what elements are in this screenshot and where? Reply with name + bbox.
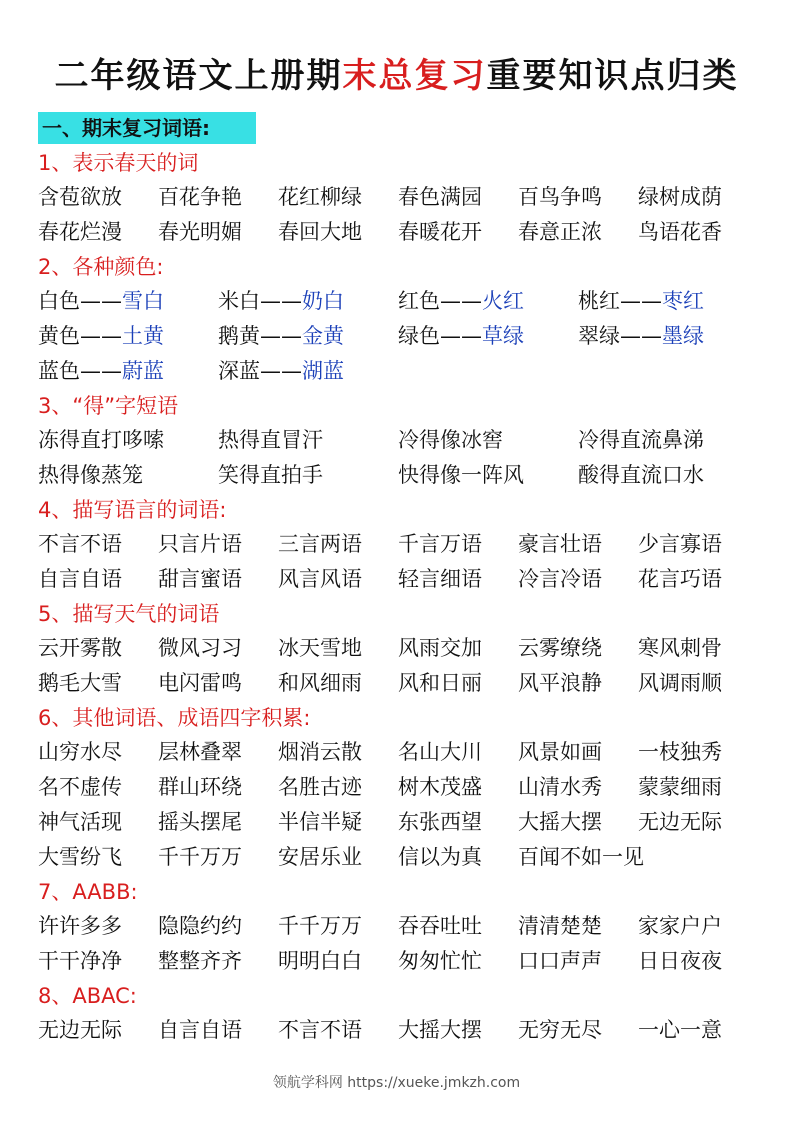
subsection-title: 8、ABAC: bbox=[38, 984, 137, 1008]
word-item: 风调雨顺 bbox=[638, 671, 722, 695]
word-item: 不言不语 bbox=[38, 532, 122, 556]
word-item: 无边无际 bbox=[38, 1018, 122, 1042]
word-item: 一枝独秀 bbox=[638, 740, 722, 764]
section-header: 一、期末复习词语: bbox=[38, 112, 256, 144]
word-item: 明明白白 bbox=[278, 949, 362, 973]
word-item: 三言两语 bbox=[278, 532, 362, 556]
word-item: 风平浪静 bbox=[518, 671, 602, 695]
word-item: 千千万万 bbox=[158, 845, 242, 869]
word-item: 东张西望 bbox=[398, 810, 482, 834]
word-item: 无边无际 bbox=[638, 810, 722, 834]
word-row bbox=[38, 423, 778, 458]
word-item: 千千万万 bbox=[278, 914, 362, 938]
title-part-3: 重要知识点归类 bbox=[486, 56, 739, 96]
word-item: 寒风刺骨 bbox=[638, 636, 722, 660]
word-item: 春花烂漫 bbox=[38, 220, 122, 244]
word-item: 少言寡语 bbox=[638, 532, 722, 556]
color-pair bbox=[398, 319, 578, 354]
word-item: 鹅毛大雪 bbox=[38, 671, 122, 695]
color-pair bbox=[38, 319, 218, 354]
color-pair bbox=[218, 354, 398, 389]
word-row bbox=[38, 527, 778, 562]
word-item: 山穷水尽 bbox=[38, 740, 122, 764]
word-item: 百花争艳 bbox=[158, 185, 242, 209]
word-item: 花红柳绿 bbox=[278, 185, 362, 209]
word-item: 轻言细语 bbox=[398, 567, 482, 591]
word-item: 整整齐齐 bbox=[158, 949, 242, 973]
word-item: 快得像一阵风 bbox=[398, 463, 524, 487]
subsection-title: 1、表示春天的词 bbox=[38, 151, 199, 175]
word-item: 群山环绕 bbox=[158, 775, 242, 799]
word-item: 自言自语 bbox=[38, 567, 122, 591]
word-item: 含苞欲放 bbox=[38, 185, 122, 209]
word-item: 百闻不如一见 bbox=[518, 845, 644, 869]
word-row bbox=[38, 770, 778, 805]
word-item: 不言不语 bbox=[278, 1018, 362, 1042]
color-variant: 蔚蓝 bbox=[122, 359, 164, 383]
word-item: 甜言蜜语 bbox=[158, 567, 242, 591]
word-item: 和风细雨 bbox=[278, 671, 362, 695]
word-item: 花言巧语 bbox=[638, 567, 722, 591]
subsection-title: 2、各种颜色: bbox=[38, 255, 164, 279]
color-base: 蓝色—— bbox=[38, 359, 122, 383]
color-variant: 金黄 bbox=[302, 324, 344, 348]
word-item: 千言万语 bbox=[398, 532, 482, 556]
word-item: 吞吞吐吐 bbox=[398, 914, 482, 938]
word-item: 清清楚楚 bbox=[518, 914, 602, 938]
word-item: 名胜古迹 bbox=[278, 775, 362, 799]
word-item: 热得像蒸笼 bbox=[38, 463, 143, 487]
word-item: 春色满园 bbox=[398, 185, 482, 209]
word-item: 树木茂盛 bbox=[398, 775, 482, 799]
color-row bbox=[38, 354, 778, 389]
word-item: 许许多多 bbox=[38, 914, 122, 938]
word-item: 绿树成荫 bbox=[638, 185, 722, 209]
subsection-title: 6、其他词语、成语四字积累: bbox=[38, 706, 311, 730]
color-variant: 湖蓝 bbox=[302, 359, 344, 383]
word-item: 摇头摆尾 bbox=[158, 810, 242, 834]
word-item: 名山大川 bbox=[398, 740, 482, 764]
word-item: 云雾缭绕 bbox=[518, 636, 602, 660]
color-row bbox=[38, 319, 778, 354]
word-item: 自言自语 bbox=[158, 1018, 242, 1042]
word-item: 名不虚传 bbox=[38, 775, 122, 799]
word-item: 安居乐业 bbox=[278, 845, 362, 869]
word-row bbox=[38, 909, 778, 944]
color-pair bbox=[398, 284, 578, 319]
word-row bbox=[38, 805, 778, 840]
color-variant: 墨绿 bbox=[662, 324, 704, 348]
word-row bbox=[38, 944, 778, 979]
word-item: 冰天雪地 bbox=[278, 636, 362, 660]
color-base: 米白—— bbox=[218, 289, 302, 313]
word-item: 山清水秀 bbox=[518, 775, 602, 799]
color-variant: 火红 bbox=[482, 289, 524, 313]
title-part-1: 二年级语文上册期 bbox=[54, 56, 343, 96]
word-item: 云开雾散 bbox=[38, 636, 122, 660]
word-item: 风雨交加 bbox=[398, 636, 482, 660]
color-base: 桃红—— bbox=[578, 289, 662, 313]
subsection-title: 7、AABB: bbox=[38, 880, 138, 904]
word-item: 豪言壮语 bbox=[518, 532, 602, 556]
word-item: 电闪雷鸣 bbox=[158, 671, 242, 695]
color-base: 翠绿—— bbox=[578, 324, 662, 348]
word-item: 冻得直打哆嗦 bbox=[38, 428, 164, 452]
word-item: 信以为真 bbox=[398, 845, 482, 869]
color-variant: 奶白 bbox=[302, 289, 344, 313]
word-item: 只言片语 bbox=[158, 532, 242, 556]
color-row bbox=[38, 284, 778, 319]
word-item: 酸得直流口水 bbox=[578, 463, 704, 487]
color-base: 深蓝—— bbox=[218, 359, 302, 383]
word-item: 隐隐约约 bbox=[158, 914, 242, 938]
word-row bbox=[38, 458, 778, 493]
word-item: 微风习习 bbox=[158, 636, 242, 660]
color-base: 绿色—— bbox=[398, 324, 482, 348]
word-item: 风和日丽 bbox=[398, 671, 482, 695]
word-item: 大雪纷飞 bbox=[38, 845, 122, 869]
word-item: 蒙蒙细雨 bbox=[638, 775, 722, 799]
word-item: 大摇大摆 bbox=[398, 1018, 482, 1042]
word-item: 半信半疑 bbox=[278, 810, 362, 834]
word-item: 春回大地 bbox=[278, 220, 362, 244]
word-item: 家家户户 bbox=[638, 914, 722, 938]
color-variant: 枣红 bbox=[662, 289, 704, 313]
word-item: 无穷无尽 bbox=[518, 1018, 602, 1042]
color-variant: 土黄 bbox=[122, 324, 164, 348]
word-item: 干干净净 bbox=[38, 949, 122, 973]
footer-watermark: 领航学科网 https://xueke.jmkzh.com bbox=[272, 1075, 521, 1091]
title-part-highlight: 末总复习 bbox=[342, 56, 487, 96]
word-item: 春暖花开 bbox=[398, 220, 482, 244]
subsection-title: 4、描写语言的词语: bbox=[38, 498, 227, 522]
word-item: 匆匆忙忙 bbox=[398, 949, 482, 973]
color-pair bbox=[38, 354, 218, 389]
color-pair bbox=[578, 284, 758, 319]
word-item: 一心一意 bbox=[638, 1018, 722, 1042]
color-base: 鹅黄—— bbox=[218, 324, 302, 348]
word-item: 口口声声 bbox=[518, 949, 602, 973]
color-pair bbox=[218, 319, 398, 354]
word-row bbox=[38, 562, 778, 597]
word-item: 风言风语 bbox=[278, 567, 362, 591]
word-row bbox=[38, 735, 778, 770]
word-row bbox=[38, 180, 778, 215]
word-item: 百鸟争鸣 bbox=[518, 185, 602, 209]
word-row bbox=[38, 666, 778, 701]
word-item: 冷言冷语 bbox=[518, 567, 602, 591]
color-base: 黄色—— bbox=[38, 324, 122, 348]
color-variant: 雪白 bbox=[122, 289, 164, 313]
word-row bbox=[38, 631, 778, 666]
word-row bbox=[38, 1013, 778, 1048]
word-item: 鸟语花香 bbox=[638, 220, 722, 244]
word-row bbox=[38, 215, 778, 250]
word-item: 冷得像冰窖 bbox=[398, 428, 503, 452]
color-pair bbox=[38, 284, 218, 319]
color-pair bbox=[218, 284, 398, 319]
word-item: 春意正浓 bbox=[518, 220, 602, 244]
subsection-title: 5、描写天气的词语 bbox=[38, 602, 220, 626]
word-item: 风景如画 bbox=[518, 740, 602, 764]
page-title bbox=[0, 48, 793, 97]
subsection-title: 3、“得”字短语 bbox=[38, 394, 179, 418]
word-item: 层林叠翠 bbox=[158, 740, 242, 764]
word-item: 神气活现 bbox=[38, 810, 122, 834]
word-item: 日日夜夜 bbox=[638, 949, 722, 973]
word-item: 热得直冒汗 bbox=[218, 428, 323, 452]
word-item: 笑得直拍手 bbox=[218, 463, 323, 487]
color-base: 白色—— bbox=[38, 289, 122, 313]
color-variant: 草绿 bbox=[482, 324, 524, 348]
word-item: 春光明媚 bbox=[158, 220, 242, 244]
word-item: 大摇大摆 bbox=[518, 810, 602, 834]
word-item: 烟消云散 bbox=[278, 740, 362, 764]
color-pair bbox=[578, 319, 758, 354]
color-base: 红色—— bbox=[398, 289, 482, 313]
content-area bbox=[38, 146, 778, 1048]
word-item: 冷得直流鼻涕 bbox=[578, 428, 704, 452]
word-row bbox=[38, 840, 778, 875]
